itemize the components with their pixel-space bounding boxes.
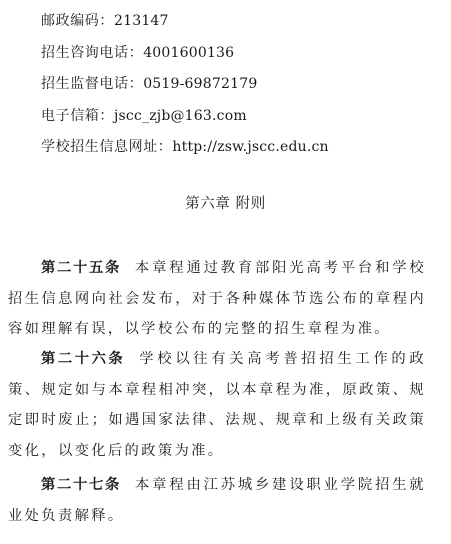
article-25 [8,253,426,345]
website-url: http://zsw.jscc.edu.cn [172,139,329,155]
postal-code-value: 213147 [114,13,169,29]
consult-phone-value: 4001600136 [143,45,235,61]
consult-phone-label: 招生咨询电话： [41,45,144,61]
article-26 [8,344,426,466]
article-27-text: 本章程由江苏城乡建设职业学院招生就业处负责解释。 [8,477,427,524]
article-26-number: 第二十六条 [41,351,126,367]
supervision-phone-label: 招生监督电话： [41,76,144,92]
website-label: 学校招生信息网址： [41,139,173,155]
postal-code-line [41,12,169,30]
article-27-number: 第二十七条 [41,477,121,493]
email-label: 电子信箱： [41,108,114,124]
article-25-number: 第二十五条 [41,260,121,276]
article-25-text: 本章程通过教育部阳光高考平台和学校招生信息网向社会发布，对于各种媒体节选公布的章程内容如理解有误，以学校公布的完整的招生章程为准。 [8,260,427,337]
article-26-text: 学校以往有关高考普招招生工作的政策、规定如与本章程相冲突，以本章程为准，原政策、规定即时废止；如遇国家法律、法规、规章和上级有关政策变化，以变化后的政策为准。 [8,351,426,459]
consult-phone-line [41,44,234,62]
email-value: jscc_zjb@163.com [114,108,247,124]
website-line [41,138,329,156]
postal-code-label: 邮政编码： [41,13,114,29]
email-line [41,107,247,125]
supervision-phone-line [41,75,257,93]
chapter-title: 第六章 附则 [185,196,266,212]
article-27 [8,470,426,531]
supervision-phone-value: 0519-69872179 [143,76,258,92]
